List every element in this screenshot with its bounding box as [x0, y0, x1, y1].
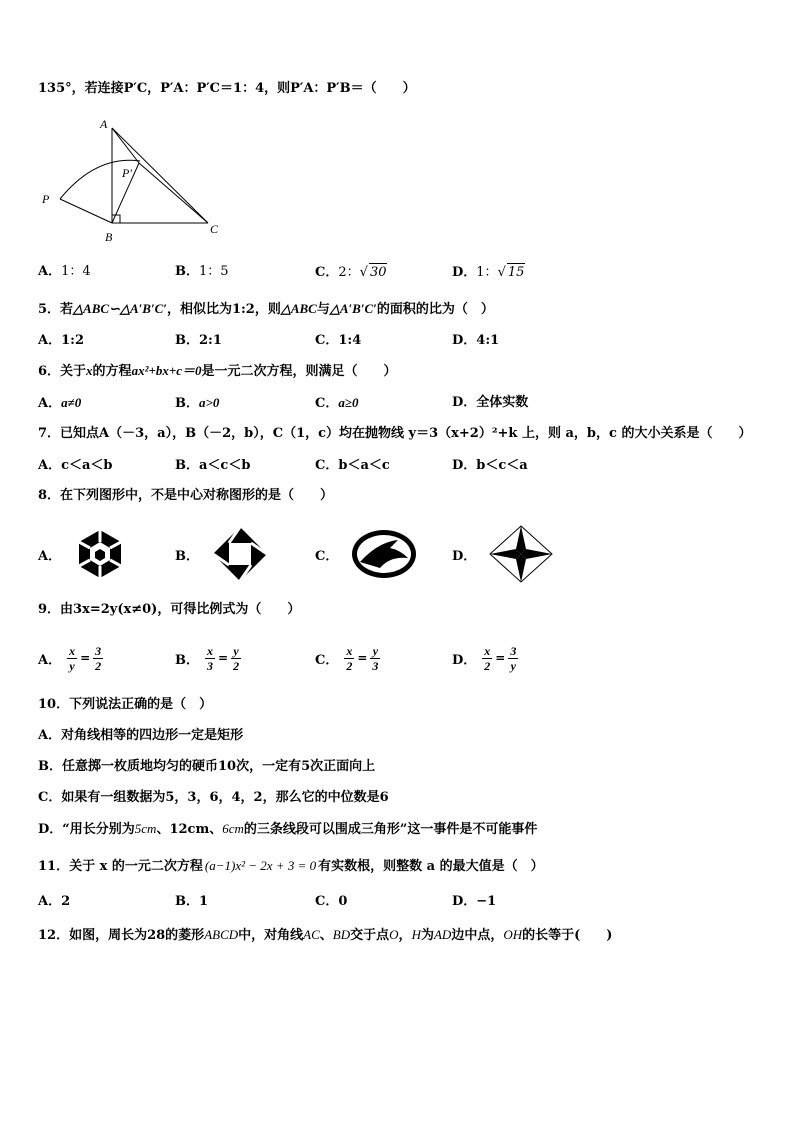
q5-option-b[interactable]: B．2:1: [175, 333, 222, 348]
q7-options: [38, 457, 598, 475]
q6-options: [38, 394, 598, 412]
label-C: C: [210, 222, 219, 236]
q11-options: [38, 893, 598, 911]
label-Pprime: P′: [122, 166, 132, 180]
q11-stem: 11．关于 x 的一元二次方程 (a−1)x² − 2x + 3 = 0 有实数根，则整数 a 的最大值是（ ）: [38, 858, 544, 874]
q4-option-b[interactable]: B．1：5: [175, 264, 229, 279]
pinwheel-square-logo-icon: [211, 525, 269, 583]
q11-option-c[interactable]: C．0: [315, 894, 348, 909]
q8-option-b[interactable]: B．: [175, 524, 269, 584]
q4-options: [38, 263, 598, 281]
q4-option-d[interactable]: D．1：√ 15: [452, 265, 525, 280]
q5-stem: 5．若△ABC∽△A′B′C′，相似比为1:2，则△ABC与△A′B′C′的面积的比为（ ）: [38, 301, 494, 317]
q6-option-d[interactable]: D．全体实数: [452, 395, 529, 410]
q5-options: [38, 332, 598, 350]
q6-stem: 6．关于x的方程ax²+bx+c＝0是一元二次方程，则满足（ ）: [38, 363, 397, 379]
q8-stem: 8．在下列图形中，不是中心对称图形的是（ ）: [38, 488, 334, 503]
q7-stem: 7．已知点A（－3，a），B（－2，b），C（1，c）均在抛物线 y＝3（x+2）²+k 上，则 a，b，c 的大小关系是（ ）: [38, 426, 752, 441]
segment-PB: [60, 199, 112, 223]
hexagonal-spiral-logo-icon: [73, 527, 127, 581]
q11-option-d[interactable]: D．−1: [452, 894, 497, 909]
q9-option-b[interactable]: B． $\frac{x}{3}$ = $\frac{y}{2}$: [175, 643, 240, 673]
q6-option-b[interactable]: B．a>0: [175, 395, 220, 411]
q10-option-a[interactable]: A．对角线相等的四边形一定是矩形: [38, 728, 244, 743]
q9-stem: 9．由3x=2y(x≠0)，可得比例式为（ ）: [38, 602, 301, 617]
q10-option-c[interactable]: C．如果有一组数据为5，3，6，4，2，那么它的中位数是6: [38, 790, 389, 805]
q9-option-a[interactable]: A． $\frac{x}{y}$ = $\frac{3}{2}$: [38, 643, 102, 673]
q9-option-c[interactable]: C． $\frac{x}{2}$ = $\frac{y}{3}$: [315, 643, 379, 673]
q7-option-d[interactable]: D．b＜c＜a: [452, 458, 528, 473]
right-angle-mark: [112, 215, 120, 223]
oval-emblem-logo-icon: [350, 528, 418, 580]
q9-option-d[interactable]: D． $\frac{x}{2}$ = $\frac{3}{y}$: [452, 643, 517, 673]
q7-option-c[interactable]: C．b＜a＜c: [315, 458, 390, 473]
q11-option-a[interactable]: A．2: [38, 894, 71, 909]
q12-stem: 12．如图，周长为28的菱形ABCD中，对角线AC、BD交于点O，H为AD边中点，OH的长等于( ): [38, 927, 613, 943]
q4-option-a[interactable]: A．1：4: [38, 264, 91, 279]
q10-option-b[interactable]: B．任意掷一枚质地均匀的硬币10次，一定有5次正面向上: [38, 759, 376, 774]
q9-options: [38, 638, 598, 678]
q8-option-c[interactable]: C．: [315, 524, 418, 584]
q10-stem: 10．下列说法正确的是（ ）: [38, 697, 213, 712]
q8-option-a[interactable]: A．: [38, 524, 127, 584]
label-P: P: [42, 192, 50, 206]
four-point-star-logo-icon: [488, 524, 554, 584]
segment-PprimeC: [139, 163, 208, 223]
q7-option-b[interactable]: B．a＜c＜b: [175, 458, 251, 473]
q5-option-a[interactable]: A．1:2: [38, 333, 84, 348]
q10-option-d[interactable]: D．“用长分别为5cm、12cm、6cm的三条线段可以围成三角形”这一事件是不可能事件: [38, 821, 538, 837]
q5-option-c[interactable]: C．1:4: [315, 333, 362, 348]
q4-option-c[interactable]: C．2：√ 30: [315, 265, 387, 280]
q8-option-d[interactable]: D．: [452, 524, 554, 584]
q11-option-b[interactable]: B．1: [175, 894, 209, 909]
label-A: A: [100, 117, 108, 131]
q4-geometry-figure: [36, 115, 236, 250]
label-B: B: [105, 230, 113, 244]
segment-APprime: [112, 128, 139, 163]
q8-options: [38, 524, 598, 584]
q6-option-c[interactable]: C．a≥0: [315, 395, 359, 411]
q7-option-a[interactable]: A．c＜a＜b: [38, 458, 113, 473]
q4-stem: 135°，若连接P′C，P′A：P′C＝1：4，则P′A：P′B＝（ ）: [38, 81, 416, 96]
q6-option-a[interactable]: A．a≠0: [38, 395, 82, 411]
q5-option-d[interactable]: D．4:1: [452, 333, 500, 348]
